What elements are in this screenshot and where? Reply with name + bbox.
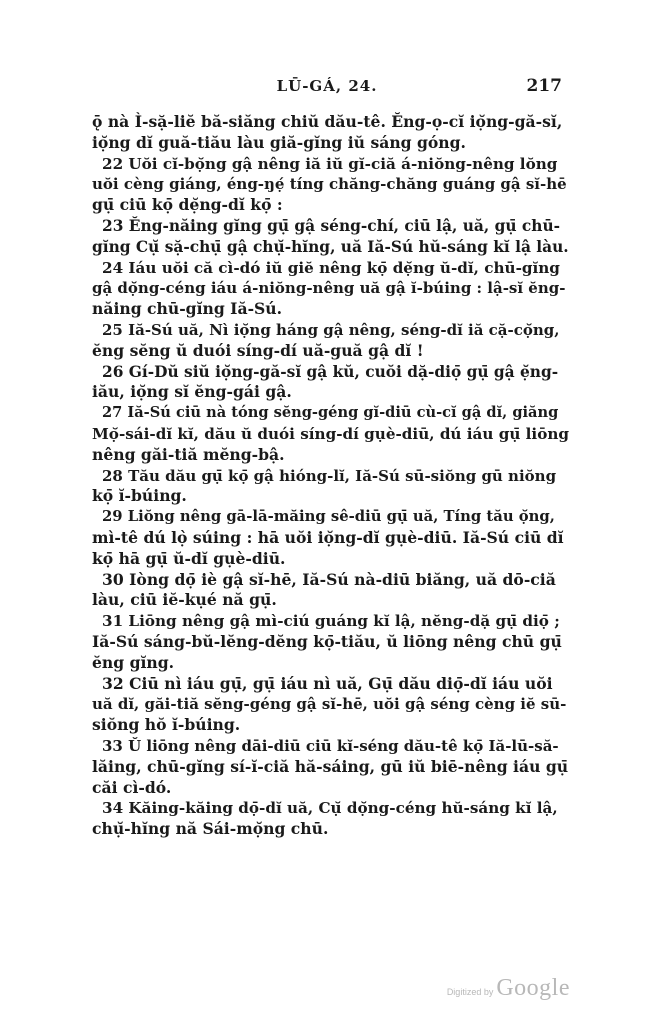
text-line: 29 Liŏng nêng gā-lā-măing sê-diū gụ̄ uă, Tíng tău ọ̆ng, bbox=[102, 508, 555, 526]
text-line: iău, iọ̆ng sĭ ĕng-gái gậ. bbox=[92, 382, 292, 402]
text-line: 33 Ŭ liōng nêng dāi-diū ciū kĭ-séng dău-tê kọ̄ Iă-lū-să- bbox=[102, 736, 559, 755]
text-line: lăing, chū-gĭng sí-ĭ-ciă hă-sáing, gū iŭ biē-nêng iáu gụ̄ bbox=[92, 756, 569, 776]
paragraph bbox=[92, 611, 560, 673]
body-text bbox=[92, 112, 569, 840]
text-line: ĕng sĕng ŭ duói síng-dí uă-guă gậ dĭ ! bbox=[92, 340, 424, 360]
paragraph bbox=[92, 736, 569, 798]
text-line: 26 Gí-Dŭ siŭ iọ̆ng-gă-sĭ gậ kŭ, cuŏi dặ-diọ̄ gụ̄ gậ ẹ̆ng- bbox=[102, 362, 559, 381]
text-line: nêng găi-tiă mĕng-bậ. bbox=[92, 444, 285, 464]
text-line: 34 Kăing-kăing dọ̄-dĭ uă, Cụ̆ dọ̆ng-céng hŭ-sáng kĭ lậ, bbox=[102, 799, 558, 818]
text-line: kọ̄ ĭ-búing. bbox=[92, 486, 187, 506]
text-line: 30 Iòng dọ̄ iè gậ sĭ-hē, Iă-Sú nà-diū biăng, uă dō-ciă bbox=[102, 569, 556, 589]
text-line: gụ̄ ciū kọ̄ dẹ̆ng-dĭ kọ̄ : bbox=[92, 195, 283, 215]
text-line: 32 Ciū nì iáu gụ̄, gụ̄ iáu nì uă, Gụ̄ dău diọ̄-dĭ iáu uŏi bbox=[102, 673, 553, 693]
paragraph bbox=[92, 154, 567, 216]
text-line: iọ̆ng dĭ guă-tiău làu giă-gĭng iŭ sáng góng. bbox=[92, 132, 466, 152]
text-line: Iă-Sú sáng-bŭ-lĕng-dĕng kọ̄-tiău, ŭ liōng nêng chū gụ̄ bbox=[92, 631, 562, 651]
running-head bbox=[0, 74, 654, 98]
text-line: gĭng Cụ̆ sặ-chụ̄ gậ chụ̆-hĭng, uă Iă-Sú hŭ-sáng kĭ lậ làu. bbox=[92, 237, 569, 256]
paragraph bbox=[92, 362, 560, 404]
paragraph bbox=[92, 112, 563, 154]
text-line: uă dĭ, găi-tiă sĕng-géng gậ sĭ-hē, uŏi gậ séng cèng iĕ sū- bbox=[92, 695, 567, 714]
google-logo: Google bbox=[496, 975, 570, 1001]
paragraph bbox=[92, 570, 560, 612]
paragraph bbox=[92, 507, 564, 569]
page-number: 217 bbox=[526, 76, 562, 96]
text-line: làu, ciū iĕ-kụé nă gụ̄. bbox=[92, 590, 277, 610]
text-line: 22 Uŏi cĭ-bọ̆ng gậ nêng iă iŭ gĭ-ciă á-niŏng-nêng lŏng bbox=[102, 154, 558, 173]
text-line: 27 Iă-Sú ciū nà tóng sĕng-géng gĭ-diū cù-cĭ gậ dĭ, giăng bbox=[102, 404, 559, 422]
text-line: 24 Iáu uŏi că cì-dó iŭ giĕ nêng kọ̄ dẹ̆ng ŭ-dĭ, chū-gĭng bbox=[102, 258, 560, 277]
paragraph bbox=[92, 258, 566, 320]
text-line: 23 Ĕng-năing gĭng gụ̄ gậ séng-chí, ciū lậ, uă, gụ̄ chū- bbox=[102, 216, 561, 235]
paragraph bbox=[92, 673, 567, 736]
text-line: gậ dọ̆ng-céng iáu á-niŏng-nêng uă gậ ĭ-búing : lậ-sĭ ĕng- bbox=[92, 279, 566, 298]
running-title: LŪ-GÁ, 24. bbox=[276, 77, 378, 95]
text-line: chụ̆-hĭng nă Sái-mọ̆ng chū. bbox=[92, 819, 329, 839]
paragraph bbox=[92, 320, 560, 362]
text-line: 25 Iă-Sú uă, Nì iọ̆ng háng gậ nêng, séng-dĭ iă cặ-cọ̆ng, bbox=[102, 320, 560, 339]
text-line: 28 Tău dău gụ̄ kọ̄ gậ hióng-lĭ, Iă-Sú sū-siŏng gū niŏng bbox=[102, 466, 557, 485]
digitized-watermark bbox=[447, 975, 570, 1002]
watermark-prefix: Digitized by bbox=[446, 987, 494, 997]
text-line: ĕng gĭng. bbox=[92, 652, 175, 672]
text-line: Mọ̆-sái-dĭ kĭ, dău ŭ duói síng-dí gụè-diū, dú iáu gụ̄ liōng bbox=[92, 424, 569, 443]
text-line: kọ̄ hā gụ̄ ŭ-dĭ gụè-diū. bbox=[92, 548, 286, 568]
text-line: 31 Liōng nêng gậ mì-ciú guáng kĭ lậ, nĕng-dặ gụ̄ diọ̄ ; bbox=[102, 612, 560, 631]
text-line: năing chū-gĭng Iă-Sú. bbox=[92, 299, 283, 319]
paragraph bbox=[92, 466, 560, 508]
text-line: căi cì-dó. bbox=[92, 777, 172, 797]
paragraph bbox=[92, 403, 569, 465]
text-line: ǭ nà Ì-sặ-liĕ bă-siăng chiŭ dău-tê. Ĕng-ọ-cĭ iọ̆ng-gă-sĭ, bbox=[92, 112, 563, 131]
paragraph bbox=[92, 798, 560, 840]
text-line: siŏng hŏ ĭ-búing. bbox=[92, 715, 241, 735]
paragraph bbox=[92, 216, 569, 258]
text-line: mì-tê dú lọ̀ súing : hā uŏi iọ̆ng-dĭ gụè-diū. Iă-Sú ciū dĭ bbox=[92, 527, 564, 547]
text-line: uŏi cèng giáng, éng-ŋẹ́ tíng chăng-chăng guáng gậ sĭ-hē bbox=[92, 175, 567, 194]
